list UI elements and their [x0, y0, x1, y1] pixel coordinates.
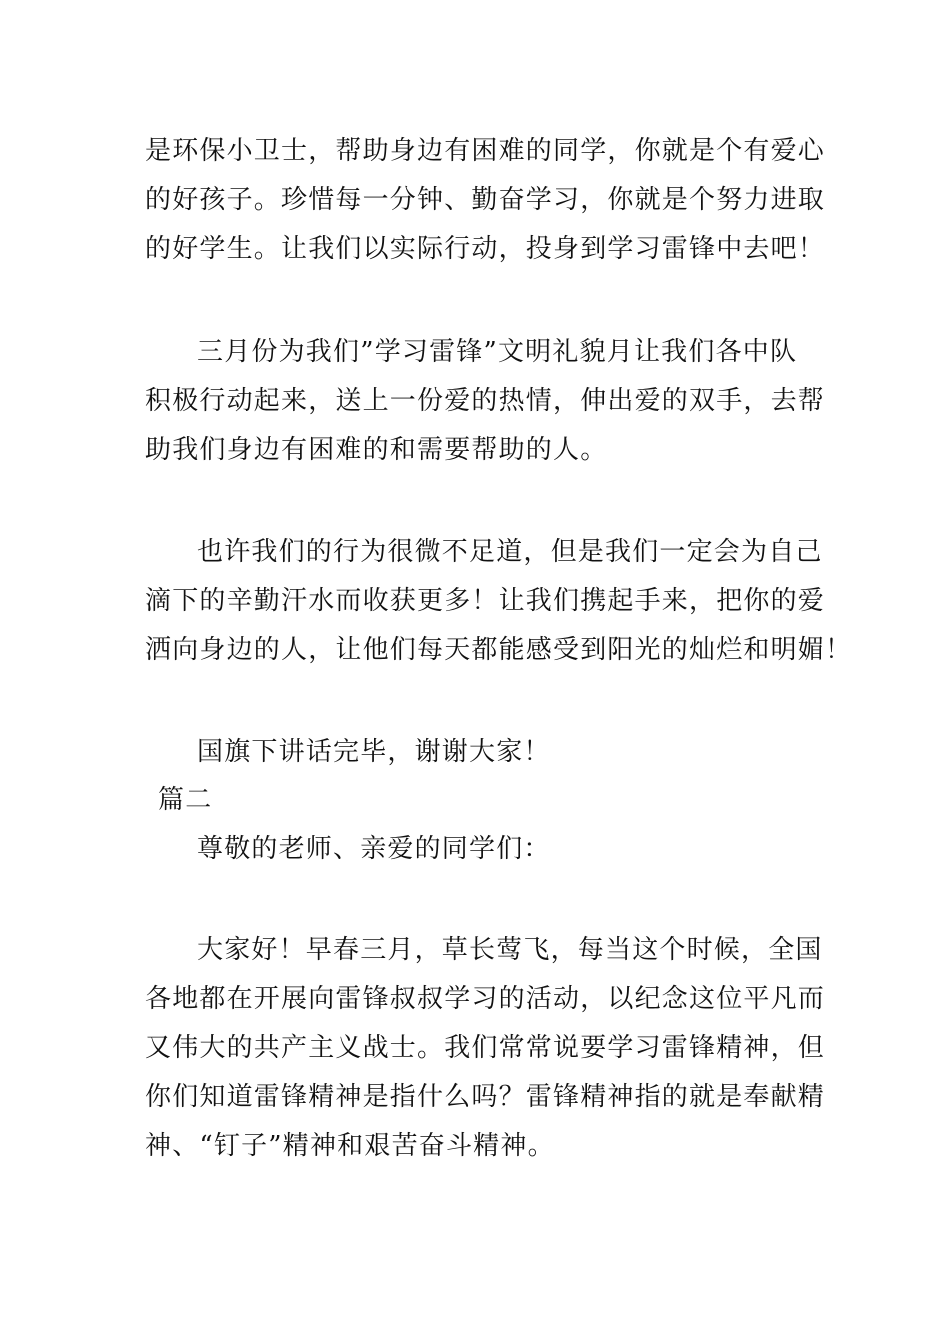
paragraph-2-line-1: 三月份为我们”学习雷锋”文明礼貌月让我们各中队 — [197, 337, 798, 367]
paragraph-5-line-4: 你们知道雷锋精神是指什么吗？雷锋精神指的就是奉献精 — [145, 1082, 826, 1112]
paragraph-2-line-2: 积极行动起来，送上一份爱的热情，伸出爱的双手，去帮 — [145, 386, 826, 416]
salutation: 尊敬的老师、亲爱的同学们： — [197, 834, 551, 864]
section-heading: 篇二 — [158, 785, 213, 815]
paragraph-2-line-3: 助我们身边有困难的和需要帮助的人。 — [145, 435, 608, 465]
paragraph-5-line-2: 各地都在开展向雷锋叔叔学习的活动，以纪念这位平凡而 — [145, 984, 826, 1014]
paragraph-3-line-3: 洒向身边的人，让他们每天都能感受到阳光的灿烂和明媚！ — [145, 635, 853, 665]
paragraph-3-line-2: 滴下的辛勤汗水而收获更多！让我们携起手来，把你的爱 — [145, 586, 826, 616]
paragraph-1-line-3: 的好学生。让我们以实际行动，投身到学习雷锋中去吧！ — [145, 234, 826, 264]
paragraph-5-line-1: 大家好！早春三月，草长莺飞，每当这个时候，全国 — [197, 935, 823, 965]
paragraph-4-line-1: 国旗下讲话完毕，谢谢大家！ — [197, 737, 551, 767]
paragraph-3-line-1: 也许我们的行为很微不足道，但是我们一定会为自己 — [197, 537, 823, 567]
paragraph-5-line-5: 神、“钉子”精神和艰苦奋斗精神。 — [145, 1131, 555, 1161]
paragraph-5-line-3: 又伟大的共产主义战士。我们常常说要学习雷锋精神，但 — [145, 1033, 826, 1063]
paragraph-1-line-2: 的好孩子。珍惜每一分钟、勤奋学习，你就是个努力进取 — [145, 185, 826, 215]
paragraph-1-line-1: 是环保小卫士，帮助身边有困难的同学，你就是个有爱心 — [145, 136, 826, 166]
